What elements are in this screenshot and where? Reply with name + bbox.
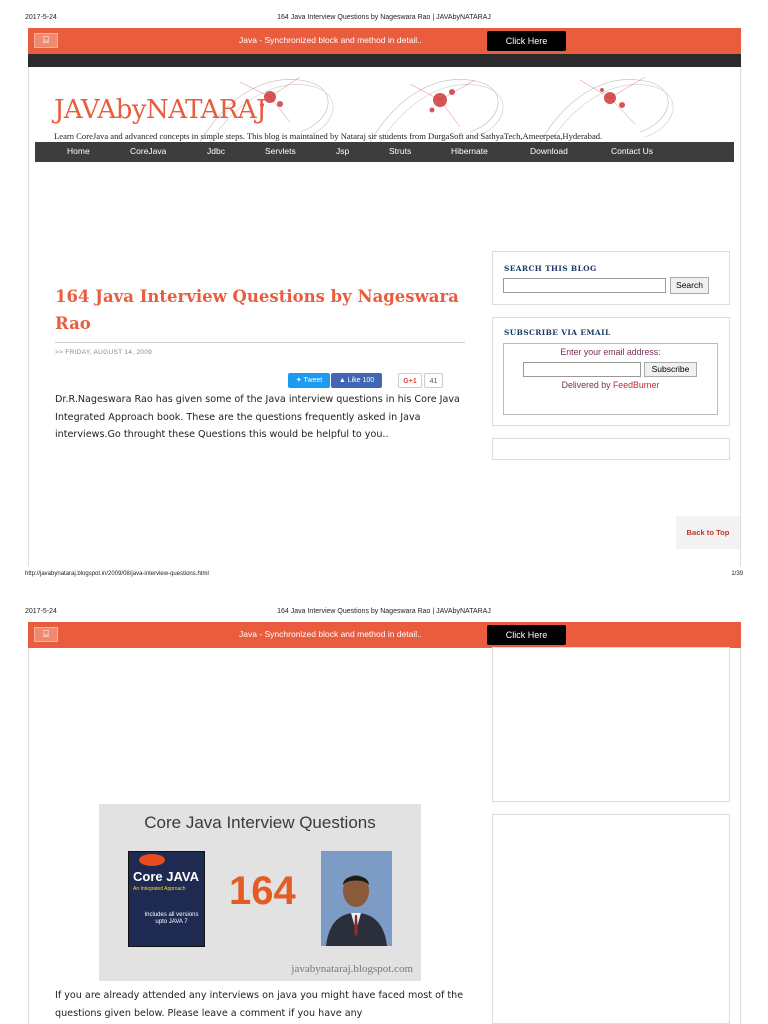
- delivered-by-text: Delivered by FeedBurner: [561, 380, 660, 390]
- nav-jdbc[interactable]: Jdbc: [207, 146, 225, 156]
- nav-home[interactable]: Home: [67, 146, 90, 156]
- twitter-bird-icon: ✦: [295, 377, 304, 384]
- print-title: 164 Java Interview Questions by Nageswara Rao | JAVAbyNATARAJ: [277, 14, 491, 21]
- subscribe-button[interactable]: Subscribe: [644, 362, 697, 377]
- print-footer: [0, 569, 768, 583]
- sidebar-widget-ad: [492, 647, 730, 802]
- top-notification-bar: [28, 28, 741, 54]
- nav-struts[interactable]: Struts: [389, 146, 412, 156]
- top-bar-message[interactable]: Java - Synchronized block and method in detail..: [239, 35, 422, 45]
- google-plus-button[interactable]: G+1: [398, 373, 422, 388]
- post-divider: [55, 342, 465, 343]
- print-header: [0, 11, 768, 25]
- google-plus-count: 41: [424, 373, 443, 388]
- book-title: Core JAVA: [133, 869, 199, 884]
- post-title[interactable]: 164 Java Interview Questions by Nageswara Rao: [55, 287, 459, 333]
- nav-servlets[interactable]: Servlets: [265, 146, 296, 156]
- top-notification-bar: [28, 622, 741, 648]
- search-widget-heading: SEARCH THIS BLOG: [504, 264, 597, 273]
- subscribe-email-label: Enter your email address:: [560, 347, 661, 357]
- click-here-button[interactable]: Click Here: [487, 31, 566, 51]
- print-page-number: 1/39: [731, 571, 743, 577]
- print-title: 164 Java Interview Questions by Nageswara Rao | JAVAbyNATARAJ: [277, 608, 491, 615]
- blog-title[interactable]: JAVAbyNATARAJ: [54, 95, 267, 125]
- nav-corejava[interactable]: CoreJava: [130, 146, 167, 156]
- subscribe-email-input[interactable]: [523, 362, 641, 377]
- blog-description: Learn CoreJava and advanced concepts in simple steps. This blog is maintained by Nataraj sir students from DurgaSoft and SathyaTech,Ameerpeta,Hyderabad.: [54, 131, 603, 141]
- book-cover-image: [128, 851, 205, 947]
- nav-download[interactable]: Download: [530, 146, 568, 156]
- facebook-like-button[interactable]: ▲ Like 100: [331, 373, 382, 388]
- book-subtitle: An Integrated Approach: [133, 886, 186, 892]
- click-here-button[interactable]: Click Here: [487, 625, 566, 645]
- banner-title: Core Java Interview Questions: [144, 813, 376, 832]
- print-date: 2017-5-24: [25, 14, 57, 21]
- thumbs-up-icon: ▲: [338, 377, 348, 384]
- book-note: Includes all versions upto JAVA 7: [144, 912, 199, 925]
- banner-site-url: javabynataraj.blogspot.com: [291, 963, 413, 975]
- post-date: >> FRIDAY, AUGUST 14, 2009: [55, 349, 153, 356]
- site-logo-icon[interactable]: ⌸: [34, 627, 58, 642]
- search-button[interactable]: Search: [670, 277, 709, 294]
- sidebar-widget-ad: [492, 814, 730, 1024]
- print-header: [0, 605, 768, 619]
- nav-jsp[interactable]: Jsp: [336, 146, 350, 156]
- post-paragraph-2: If you are already attended any interviews on java you might have faced most of the questions given below. Please leave a comment if you have any: [55, 990, 464, 1019]
- nav-hibernate[interactable]: Hibernate: [451, 146, 488, 156]
- nav-contact-us[interactable]: Contact Us: [611, 146, 654, 156]
- tweet-button[interactable]: ✦ Tweet: [288, 373, 330, 388]
- print-date: 2017-5-24: [25, 608, 57, 615]
- site-logo-icon[interactable]: ⌸: [34, 33, 58, 48]
- search-input[interactable]: [503, 278, 666, 293]
- back-to-top-button[interactable]: Back to Top: [676, 516, 740, 549]
- empty-widget: [492, 438, 730, 460]
- print-url: http://javabynataraj.blogspot.in/2009/08/java-interview-questions.html: [25, 571, 209, 577]
- subscribe-widget-heading: SUBSCRIBE VIA EMAIL: [504, 328, 611, 337]
- header-dark-strip: [28, 54, 741, 67]
- post-banner-image: [99, 804, 421, 981]
- banner-number: 164: [229, 869, 296, 913]
- top-bar-message[interactable]: Java - Synchronized block and method in detail..: [239, 629, 422, 639]
- author-photo: [321, 851, 392, 946]
- post-paragraph-intro: Dr.R.Nageswara Rao has given some of the Java interview questions in his Core Java Integrated Approach book. These are the questions frequently asked in Java interviews.Go throught these Questions this would be helpful to you..: [55, 394, 460, 440]
- book-badge-icon: [139, 854, 165, 866]
- feedburner-link[interactable]: FeedBurner: [612, 380, 660, 390]
- main-navigation: [35, 142, 734, 162]
